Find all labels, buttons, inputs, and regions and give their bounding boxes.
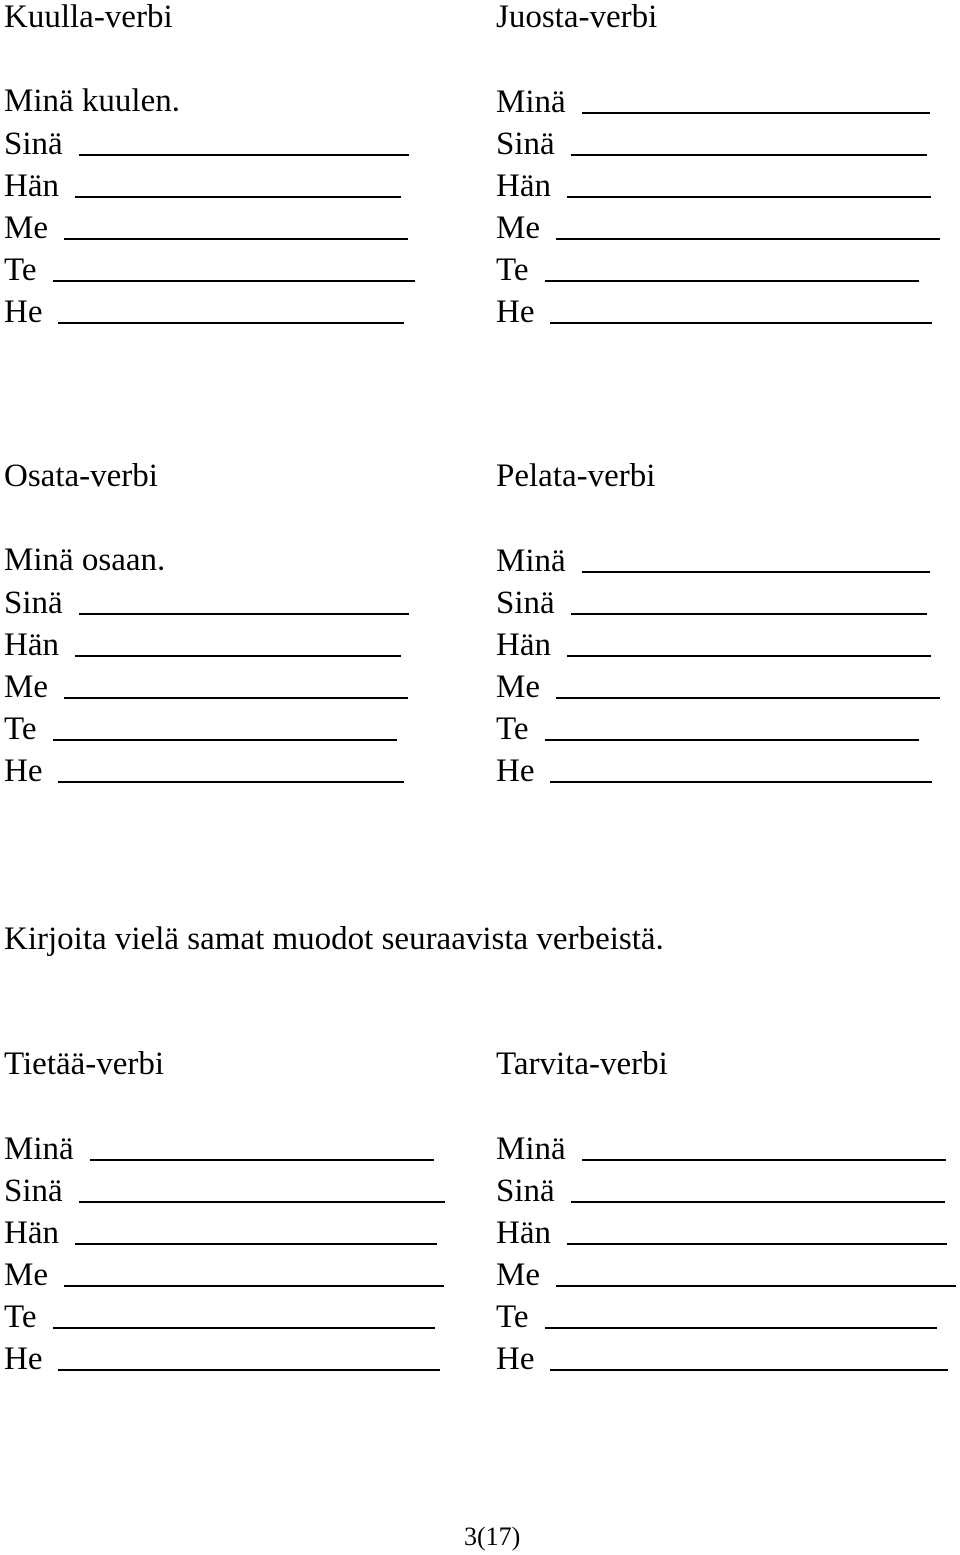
conjugation-row [4,665,474,707]
conjugation-row [496,122,960,164]
answer-blank[interactable] [567,1213,947,1245]
pronoun-label: Sinä [4,1173,63,1209]
conjugation-rows [4,80,474,332]
conjugation-row [4,1295,474,1337]
conjugation-row [4,1127,474,1169]
pronoun-label: Sinä [496,585,555,621]
conjugation-row [4,1211,474,1253]
answer-blank[interactable] [545,250,919,282]
pronoun-label: Minä [496,84,566,120]
instruction-text: Kirjoita vielä samat muodot seuraavista verbeistä. [4,921,664,957]
pronoun-label: Me [4,210,48,246]
answer-blank[interactable] [571,1171,945,1203]
pronoun-label: Sinä [496,126,555,162]
conjugation-row [4,539,474,581]
verb-block-pelata [496,455,960,791]
example-sentence: Minä osaan. [4,542,166,578]
conjugation-row [496,164,960,206]
conjugation-row [496,623,960,665]
pronoun-label: He [496,1341,535,1377]
pronoun-label: He [496,753,535,789]
conjugation-row [496,1211,960,1253]
answer-blank[interactable] [58,751,404,783]
conjugation-rows [496,539,960,791]
answer-blank[interactable] [582,541,930,573]
conjugation-row [496,290,960,332]
conjugation-row [4,122,474,164]
verb-block-tarvita [496,1043,960,1379]
pronoun-label: Me [4,669,48,705]
verb-title: Tarvita-verbi [496,1046,668,1082]
answer-blank[interactable] [75,625,401,657]
conjugation-row [4,290,474,332]
answer-blank[interactable] [556,1255,956,1287]
pronoun-label: Me [496,210,540,246]
answer-blank[interactable] [550,292,932,324]
pronoun-label: Hän [496,1215,551,1251]
pronoun-label: Hän [4,1215,59,1251]
answer-blank[interactable] [53,1297,435,1329]
pronoun-label: Te [496,252,529,288]
conjugation-row [496,1337,960,1379]
conjugation-row [496,707,960,749]
answer-blank[interactable] [550,1339,948,1371]
conjugation-row [4,1337,474,1379]
conjugation-row [4,707,474,749]
pronoun-label: Hän [496,168,551,204]
pronoun-label: Minä [4,1131,74,1167]
verb-block-kuulla [4,0,474,332]
pronoun-label: Me [4,1257,48,1293]
pronoun-label: Hän [4,627,59,663]
conjugation-rows [496,1127,960,1379]
verb-title: Kuulla-verbi [4,0,173,35]
answer-blank[interactable] [567,166,931,198]
conjugation-row [496,539,960,581]
answer-blank[interactable] [75,1213,437,1245]
pronoun-label: He [4,753,43,789]
conjugation-row [496,1127,960,1169]
pronoun-label: Sinä [496,1173,555,1209]
pronoun-label: Minä [496,543,566,579]
answer-blank[interactable] [64,667,408,699]
answer-blank[interactable] [90,1129,434,1161]
answer-blank[interactable] [79,124,409,156]
conjugation-row [496,1169,960,1211]
conjugation-row [4,749,474,791]
conjugation-row [4,623,474,665]
example-sentence: Minä kuulen. [4,83,180,119]
conjugation-row [4,1253,474,1295]
answer-blank[interactable] [545,709,919,741]
conjugation-row [4,80,474,122]
pronoun-label: Hän [4,168,59,204]
answer-blank[interactable] [58,1339,440,1371]
answer-blank[interactable] [64,208,408,240]
pronoun-label: He [4,294,43,330]
pronoun-label: Te [4,1299,37,1335]
conjugation-row [4,1169,474,1211]
pronoun-label: Minä [496,1131,566,1167]
pronoun-label: Me [496,669,540,705]
conjugation-row [4,206,474,248]
conjugation-row [496,1295,960,1337]
pronoun-label: Te [4,711,37,747]
pronoun-label: Te [496,1299,529,1335]
conjugation-rows [4,539,474,791]
answer-blank[interactable] [556,208,940,240]
answer-blank[interactable] [58,292,404,324]
conjugation-row [496,206,960,248]
pronoun-label: Sinä [4,585,63,621]
answer-blank[interactable] [75,166,401,198]
verb-title: Tietää-verbi [4,1046,165,1082]
conjugation-row [4,248,474,290]
answer-blank[interactable] [556,667,940,699]
verb-block-juosta [496,0,960,332]
verb-block-tietaa [4,1043,474,1379]
conjugation-row [496,1253,960,1295]
pronoun-label: Sinä [4,126,63,162]
pronoun-label: Te [4,252,37,288]
answer-blank[interactable] [550,751,932,783]
pronoun-label: Hän [496,627,551,663]
answer-blank[interactable] [582,82,930,114]
answer-blank[interactable] [567,625,931,657]
conjugation-row [4,164,474,206]
answer-blank[interactable] [545,1297,937,1329]
answer-blank[interactable] [571,124,927,156]
page-number: 3(17) [464,1522,521,1551]
conjugation-row [496,665,960,707]
conjugation-row [496,248,960,290]
answer-blank[interactable] [582,1129,946,1161]
conjugation-row [496,749,960,791]
pronoun-label: He [496,294,535,330]
conjugation-rows [4,1127,474,1379]
conjugation-row [496,80,960,122]
answer-blank[interactable] [571,583,927,615]
answer-blank[interactable] [79,583,409,615]
verb-title: Osata-verbi [4,458,158,494]
answer-blank[interactable] [64,1255,444,1287]
pronoun-label: He [4,1341,43,1377]
pronoun-label: Te [496,711,529,747]
pronoun-label: Me [496,1257,540,1293]
conjugation-rows [496,80,960,332]
conjugation-row [496,581,960,623]
answer-blank[interactable] [53,709,397,741]
answer-blank[interactable] [53,250,415,282]
conjugation-row [4,581,474,623]
verb-block-osata [4,455,474,791]
verb-title: Juosta-verbi [496,0,658,35]
verb-title: Pelata-verbi [496,458,656,494]
answer-blank[interactable] [79,1171,445,1203]
